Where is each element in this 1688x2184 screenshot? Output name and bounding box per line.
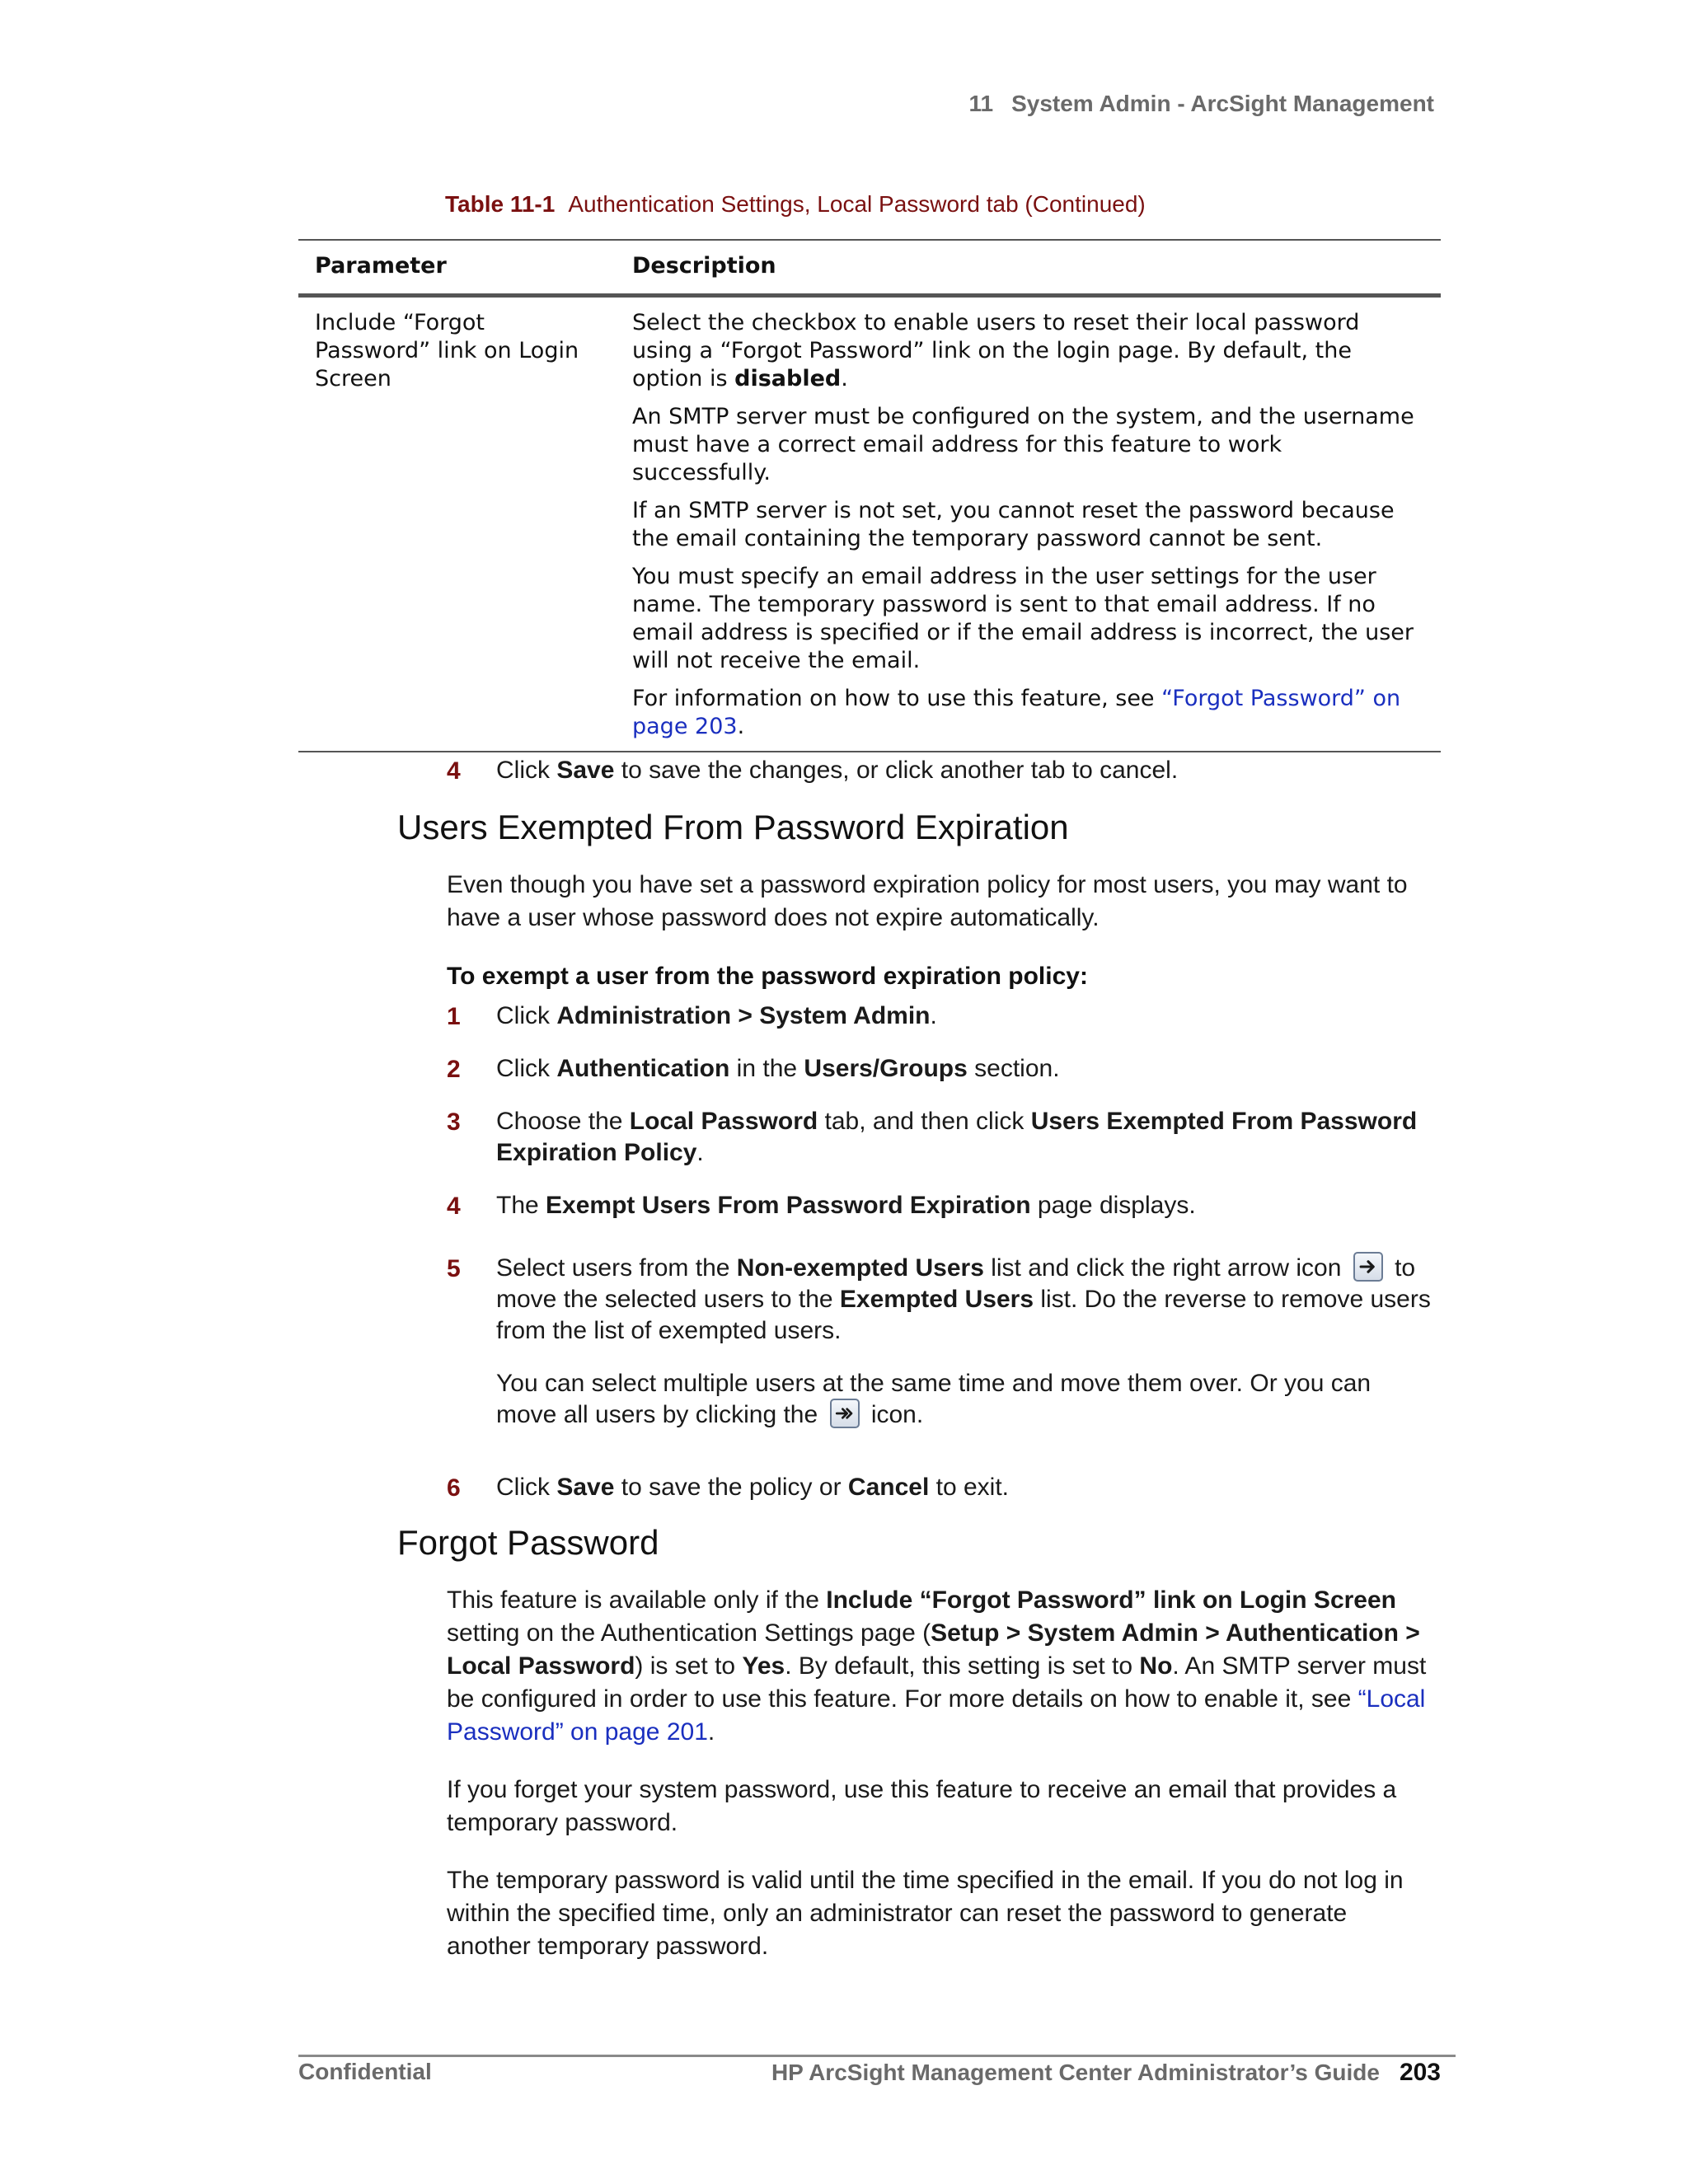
text: For information on how to use this feature, see bbox=[632, 686, 1162, 711]
step-number: 4 bbox=[447, 1193, 461, 1220]
text: section. bbox=[967, 1055, 1060, 1082]
bold-text: Save bbox=[556, 1474, 615, 1501]
procedure-title: To exempt a user from the password expiration policy: bbox=[447, 963, 1088, 990]
text: Select the checkbox to enable users to reset their local password using a “Forgot Password” link on the login page. By default, the option is bbox=[632, 310, 1360, 391]
description-paragraph bbox=[632, 685, 1424, 741]
text: list and click the right arrow icon bbox=[983, 1254, 1348, 1282]
table-title: Authentication Settings, Local Password tab (Continued) bbox=[568, 191, 1146, 217]
text: to move the selected users to the bbox=[496, 1254, 1416, 1314]
column-header-description: Description bbox=[616, 240, 1441, 296]
text: to save the policy or bbox=[614, 1474, 848, 1501]
text: Click bbox=[496, 757, 557, 784]
step-number: 5 bbox=[447, 1255, 461, 1282]
step-1 bbox=[447, 1001, 1436, 1032]
text: . bbox=[930, 1002, 937, 1029]
table-header-row bbox=[298, 240, 1441, 296]
text: Click bbox=[496, 1055, 557, 1082]
text: . By default, this setting is set to bbox=[785, 1652, 1140, 1680]
text: in the bbox=[729, 1055, 804, 1082]
step-number: 6 bbox=[447, 1474, 461, 1502]
forgot-password-paragraph-1 bbox=[447, 1584, 1436, 1749]
bold-text: Cancel bbox=[847, 1474, 930, 1501]
page-number: 203 bbox=[1399, 2059, 1441, 2086]
section-heading-users-exempted: Users Exempted From Password Expiration bbox=[397, 808, 1069, 846]
text: . bbox=[696, 1139, 704, 1166]
forgot-password-link[interactable]: “Forgot Password” on page 203 bbox=[632, 686, 1401, 739]
bold-text: Users/Groups bbox=[804, 1055, 968, 1082]
bold-text: No bbox=[1139, 1652, 1173, 1680]
chapter-number: 11 bbox=[968, 91, 994, 116]
text: This feature is available only if the bbox=[447, 1586, 827, 1614]
footer-confidential: Confidential bbox=[298, 2059, 432, 2084]
step-2 bbox=[447, 1053, 1436, 1085]
step-5 bbox=[447, 1253, 1436, 1431]
text: . An SMTP server must be configured in order to use this feature. For more details on how to enable it, see bbox=[447, 1652, 1427, 1713]
description-paragraph: An SMTP server must be configured on the system, and the username must have a correct email address for this feature to work successfully. bbox=[632, 404, 1414, 485]
bold-text: Administration > System Admin bbox=[556, 1002, 931, 1029]
text: You can select multiple users at the same time and move them over. Or you can move all users by clicking the bbox=[496, 1370, 1372, 1429]
text: Click bbox=[496, 1002, 557, 1029]
column-header-parameter: Parameter bbox=[298, 240, 616, 296]
bold-text: Yes bbox=[742, 1652, 785, 1680]
bold-text: Include “Forgot Password” link on Login Screen bbox=[826, 1586, 1396, 1614]
step-save bbox=[447, 755, 1436, 786]
table-caption bbox=[445, 191, 1146, 218]
description-paragraph: If an SMTP server is not set, you cannot reset the password because the email containing the temporary password cannot be sent. bbox=[632, 498, 1395, 551]
bold-text: Local Password bbox=[629, 1108, 818, 1135]
bold-text: Exempt Users From Password Expiration bbox=[546, 1192, 1031, 1219]
description-paragraph bbox=[632, 309, 1424, 393]
right-arrow-icon bbox=[1353, 1252, 1383, 1282]
bold-text: Authentication bbox=[556, 1055, 730, 1082]
text: to exit. bbox=[929, 1474, 1010, 1501]
text: tab, and then click bbox=[818, 1108, 1031, 1135]
forgot-password-paragraph-2: If you forget your system password, use this feature to receive an email that provides a temporary password. bbox=[447, 1776, 1397, 1836]
step-5-paragraph bbox=[496, 1253, 1436, 1347]
section-heading-forgot-password: Forgot Password bbox=[397, 1523, 659, 1562]
step-number: 1 bbox=[447, 1003, 461, 1030]
table-number: Table 11-1 bbox=[445, 191, 556, 217]
description-cell bbox=[616, 296, 1441, 752]
bold-text: disabled bbox=[734, 366, 842, 391]
guide-title: HP ArcSight Management Center Administrator’s Guide bbox=[771, 2060, 1380, 2085]
forgot-password-paragraph-3: The temporary password is valid until the time specified in the email. If you do not log in within the specified time, only an administrator can reset the password to generate another temporary password. bbox=[447, 1867, 1404, 1960]
chapter-title: System Admin - ArcSight Management bbox=[1011, 91, 1434, 116]
text: . bbox=[841, 366, 848, 391]
section-intro: Even though you have set a password expiration policy for most users, you may want to have a user whose password does not expire automatically. bbox=[447, 871, 1408, 931]
running-header bbox=[968, 91, 1434, 117]
text: Click bbox=[496, 1474, 557, 1501]
text: The bbox=[496, 1192, 546, 1219]
step-number: 4 bbox=[447, 757, 461, 785]
step-4 bbox=[447, 1190, 1436, 1221]
step-5-note bbox=[496, 1368, 1436, 1431]
step-6 bbox=[447, 1472, 1436, 1503]
text: list. Do the reverse to remove users from the list of exempted users. bbox=[496, 1286, 1431, 1345]
text: Select users from the bbox=[496, 1254, 737, 1282]
text: page displays. bbox=[1030, 1192, 1196, 1219]
bold-text: Users Exempted From Password Expiration Policy bbox=[496, 1108, 1418, 1166]
footer-rule bbox=[298, 2055, 1456, 2057]
text: setting on the Authentication Settings page ( bbox=[447, 1619, 931, 1647]
text: Choose the bbox=[496, 1108, 630, 1135]
text: to save the changes, or click another tab to cancel. bbox=[614, 757, 1179, 784]
parameter-table bbox=[298, 239, 1441, 752]
text: . bbox=[737, 714, 745, 739]
table-row bbox=[298, 296, 1441, 752]
step-3 bbox=[447, 1106, 1436, 1169]
step-number: 2 bbox=[447, 1056, 461, 1083]
bold-text: Non-exempted Users bbox=[736, 1254, 984, 1282]
bold-text: Exempted Users bbox=[839, 1286, 1034, 1314]
parameter-cell: Include “Forgot Password” link on Login Screen bbox=[298, 296, 616, 752]
bold-text: Save bbox=[556, 757, 615, 784]
description-paragraph: You must specify an email address in the user settings for the user name. The temporary password is sent to that email address. If no email address is specified or if the email address is incorrect, the user will not receive the email. bbox=[632, 564, 1414, 673]
text: icon. bbox=[864, 1401, 924, 1429]
local-password-link[interactable]: “Local Password” on page 201 bbox=[447, 1685, 1426, 1746]
footer-guide bbox=[771, 2059, 1441, 2087]
text: ) is set to bbox=[635, 1652, 743, 1680]
double-right-arrow-icon bbox=[830, 1399, 860, 1428]
bold-text: Setup > System Admin > Authentication > Local Password bbox=[447, 1619, 1420, 1680]
text: . bbox=[707, 1718, 715, 1746]
step-number: 3 bbox=[447, 1108, 461, 1136]
